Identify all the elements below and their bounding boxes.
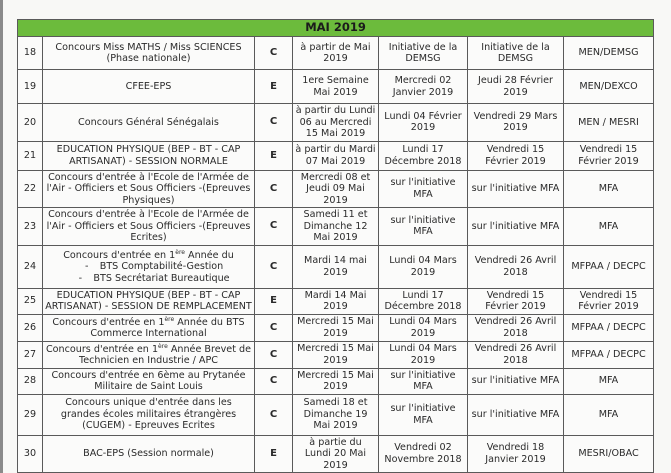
organizer: MFPAA / DECPC xyxy=(564,314,654,341)
registration-end: Jeudi 28 Février 2019 xyxy=(468,70,564,104)
exam-name: Concours d'entrée à l'Ecole de l'Armée de l'Air - Officiers et Sous Officiers -(Epreuves Physiques) xyxy=(43,170,255,208)
registration-end: sur l'initiative MFA xyxy=(468,170,564,208)
registration-start: sur l'initiative MFA xyxy=(379,170,468,208)
exam-date: à partie du Lundi 20 Mai 2019 xyxy=(293,435,379,473)
table-row xyxy=(18,368,654,394)
sub-item-label: BTS Comptabilité-Gestion xyxy=(99,261,224,273)
exam-name-suffix: Année Brevet de Technicien en Industrie / APC xyxy=(79,343,251,366)
exam-type: E xyxy=(255,70,293,104)
month-header: MAI 2019 xyxy=(18,20,654,37)
registration-end: Vendredi 18 Janvier 2019 xyxy=(468,435,564,473)
exam-date: Mercredi 15 Mai 2019 xyxy=(293,341,379,368)
registration-end: Vendredi 15 Février 2019 xyxy=(468,288,564,314)
exam-name-suffix: Année du BTS Commerce International xyxy=(90,316,245,339)
row-number: 19 xyxy=(18,70,43,104)
exam-name: EDUCATION PHYSIQUE (BEP - BT - CAP ARTISANAT) - SESSION DE REMPLACEMENT xyxy=(43,288,255,314)
registration-end: Vendredi 26 Avril 2018 xyxy=(468,245,564,288)
row-number: 28 xyxy=(18,368,43,394)
exam-name: EDUCATION PHYSIQUE (BEP - BT - CAP ARTISANAT) - SESSION NORMALE xyxy=(43,141,255,170)
ordinal-suffix: ère xyxy=(164,315,175,323)
table-row xyxy=(18,394,654,435)
exam-type: E xyxy=(255,288,293,314)
row-number: 23 xyxy=(18,208,43,246)
exam-type: C xyxy=(255,314,293,341)
exam-type: C xyxy=(255,341,293,368)
exam-name-suffix: Année du xyxy=(184,249,234,261)
row-number: 30 xyxy=(18,435,43,473)
registration-start: sur l'initiative MFA xyxy=(379,208,468,246)
exam-date: Samedi 18 et Dimanche 19 Mai 2019 xyxy=(293,394,379,435)
table-row xyxy=(18,435,654,473)
organizer: MFPAA / DECPC xyxy=(564,245,654,288)
registration-end: sur l'initiative MFA xyxy=(468,368,564,394)
ordinal-suffix: ère xyxy=(175,248,185,256)
registration-start: sur l'initiative MFA xyxy=(379,368,468,394)
exam-type: C xyxy=(255,394,293,435)
organizer: Vendredi 15 Février 2019 xyxy=(564,288,654,314)
month-header-row xyxy=(18,20,654,37)
organizer: MESRI/OBAC xyxy=(564,435,654,473)
exam-date: Mercredi 08 et Jeudi 09 Mai 2019 xyxy=(293,170,379,208)
sub-item: - BTS Secrétariat Bureautique xyxy=(78,272,230,284)
registration-start: Lundi 04 Mars 2019 xyxy=(379,341,468,368)
exam-date: à partir du Lundi 06 au Mercredi 15 Mai 2019 xyxy=(293,104,379,142)
row-number: 29 xyxy=(18,394,43,435)
row-number: 21 xyxy=(18,141,43,170)
row-number: 26 xyxy=(18,314,43,341)
exam-type: C xyxy=(255,208,293,246)
exam-name: CFEE-EPS xyxy=(43,70,255,104)
row-number: 18 xyxy=(18,37,43,70)
exam-name-prefix: Concours d'entrée en 1 xyxy=(63,249,176,261)
table-row xyxy=(18,341,654,368)
organizer: MEN/DEXCO xyxy=(564,70,654,104)
exam-date: Mercredi 15 Mai 2019 xyxy=(293,314,379,341)
sub-item-label: BTS Secrétariat Bureautique xyxy=(93,272,230,284)
exam-type: C xyxy=(255,245,293,288)
exam-name: BAC-EPS (Session normale) xyxy=(43,435,255,473)
ordinal-suffix: ère xyxy=(158,342,168,350)
row-number: 24 xyxy=(18,245,43,288)
exam-name xyxy=(43,314,255,341)
registration-end: sur l'initiative MFA xyxy=(468,394,564,435)
organizer: Vendredi 15 Février 2019 xyxy=(564,141,654,170)
registration-start: Lundi 17 Décembre 2018 xyxy=(379,141,468,170)
exam-name xyxy=(43,341,255,368)
registration-start: Mercredi 02 Janvier 2019 xyxy=(379,70,468,104)
exam-name xyxy=(43,245,255,288)
organizer: MEN / MESRI xyxy=(564,104,654,142)
table-row xyxy=(18,245,654,288)
registration-end: Vendredi 29 Mars 2019 xyxy=(468,104,564,142)
exam-name: Concours d'entrée en 6ème au Prytanée Militaire de Saint Louis xyxy=(43,368,255,394)
exam-date: 1ere Semaine Mai 2019 xyxy=(293,70,379,104)
registration-end: Vendredi 15 Février 2019 xyxy=(468,141,564,170)
exam-type: E xyxy=(255,435,293,473)
exam-date: à partir du Mardi 07 Mai 2019 xyxy=(293,141,379,170)
exam-date: Mercredi 15 Mai 2019 xyxy=(293,368,379,394)
registration-start: Initiative de la DEMSG xyxy=(379,37,468,70)
exam-date: à partir de Mai 2019 xyxy=(293,37,379,70)
sub-item: - BTS Comptabilité-Gestion xyxy=(85,261,224,273)
exam-type: C xyxy=(255,170,293,208)
registration-start: Lundi 04 Mars 2019 xyxy=(379,245,468,288)
exam-type: C xyxy=(255,37,293,70)
organizer: MFA xyxy=(564,208,654,246)
table-row xyxy=(18,208,654,246)
registration-end: sur l'initiative MFA xyxy=(468,208,564,246)
organizer: MEN/DEMSG xyxy=(564,37,654,70)
registration-start: sur l'initiative MFA xyxy=(379,394,468,435)
row-number: 22 xyxy=(18,170,43,208)
exam-name: Concours unique d'entrée dans les grandes écoles militaires étrangères (CUGEM) - Epreuves Ecrites xyxy=(43,394,255,435)
exam-name-prefix: Concours d'entrée en 1 xyxy=(45,343,159,355)
registration-start: Lundi 17 Décembre 2018 xyxy=(379,288,468,314)
table-row xyxy=(18,37,654,70)
exam-date: Mardi 14 Mai 2019 xyxy=(293,288,379,314)
organizer: MFA xyxy=(564,170,654,208)
exam-type: E xyxy=(255,141,293,170)
exam-schedule-table xyxy=(17,19,654,473)
exam-name-prefix: Concours d'entrée en 1 xyxy=(52,316,165,328)
registration-start: Vendredi 02 Novembre 2018 xyxy=(379,435,468,473)
organizer: MFA xyxy=(564,394,654,435)
exam-type: C xyxy=(255,368,293,394)
registration-start: Lundi 04 Février 2019 xyxy=(379,104,468,142)
table-row xyxy=(18,288,654,314)
row-number: 25 xyxy=(18,288,43,314)
organizer: MFPAA / DECPC xyxy=(564,341,654,368)
row-number: 20 xyxy=(18,104,43,142)
exam-name: Concours Miss MATHS / Miss SCIENCES (Phase nationale) xyxy=(43,37,255,70)
table-row xyxy=(18,70,654,104)
exam-name: Concours d'entrée à l'Ecole de l'Armée de l'Air - Officiers et Sous Officiers -(Epreuves Ecrites) xyxy=(43,208,255,246)
table-row xyxy=(18,141,654,170)
exam-type: C xyxy=(255,104,293,142)
exam-date: Mardi 14 mai 2019 xyxy=(293,245,379,288)
organizer: MFA xyxy=(564,368,654,394)
registration-start: Lundi 04 Mars 2019 xyxy=(379,314,468,341)
table-row xyxy=(18,104,654,142)
registration-end: Vendredi 26 Avril 2018 xyxy=(468,314,564,341)
registration-end: Vendredi 26 Avril 2018 xyxy=(468,341,564,368)
exam-date: Samedi 11 et Dimanche 12 Mai 2019 xyxy=(293,208,379,246)
registration-end: Initiative de la DEMSG xyxy=(468,37,564,70)
row-number: 27 xyxy=(18,341,43,368)
exam-name: Concours Général Sénégalais xyxy=(43,104,255,142)
table-row xyxy=(18,170,654,208)
table-row xyxy=(18,314,654,341)
